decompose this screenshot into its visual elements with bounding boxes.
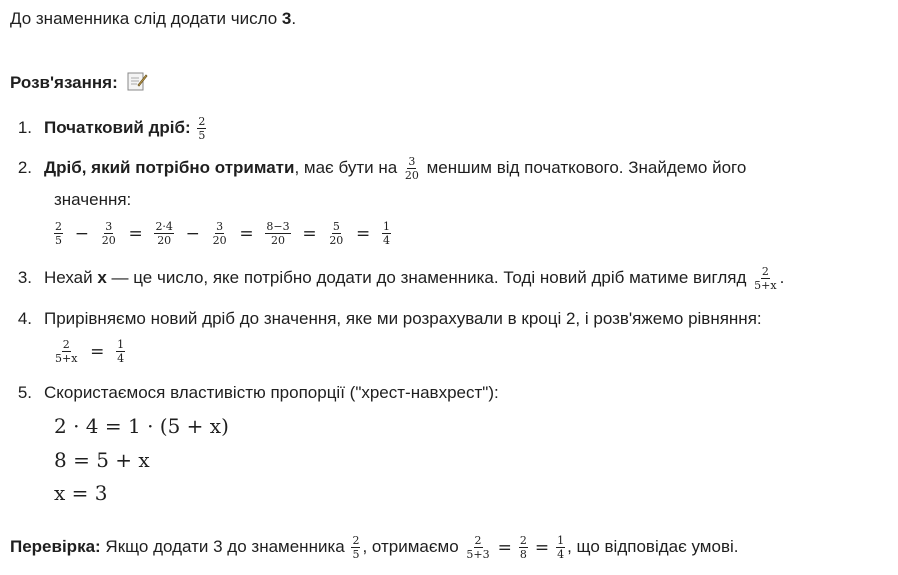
step-text: , має бути на bbox=[294, 157, 402, 177]
denominator: 5 bbox=[198, 129, 206, 142]
operator: = bbox=[534, 537, 550, 558]
fraction bbox=[351, 535, 360, 560]
variable: x bbox=[97, 267, 107, 287]
fraction bbox=[212, 221, 228, 246]
check-text: , отримаємо bbox=[362, 536, 464, 556]
notepad-icon bbox=[126, 71, 148, 96]
check-text: , що відповідає умові. bbox=[567, 536, 739, 556]
numerator: 2 bbox=[55, 220, 62, 234]
step-number: 4. bbox=[17, 309, 32, 328]
fraction bbox=[556, 535, 565, 560]
fraction bbox=[265, 221, 290, 246]
step-2-continuation bbox=[54, 190, 131, 210]
fraction bbox=[328, 221, 344, 246]
numerator: 2 bbox=[761, 265, 769, 278]
step-2 bbox=[10, 156, 746, 181]
denominator: 4 bbox=[557, 548, 565, 561]
step-text: Нехай bbox=[44, 267, 98, 287]
step-number: 3. bbox=[17, 267, 32, 287]
denominator: 5+x bbox=[754, 279, 777, 292]
step-text: . bbox=[779, 267, 785, 287]
fraction-3-20 bbox=[404, 156, 420, 181]
intro-answer: 3 bbox=[281, 9, 292, 28]
step-4 bbox=[10, 309, 762, 329]
numerator: 2 bbox=[62, 338, 70, 352]
numerator: 5 bbox=[332, 220, 340, 234]
step-number: 5. bbox=[17, 383, 32, 402]
numerator: 2 bbox=[198, 115, 206, 128]
numerator: 2·4 bbox=[155, 220, 173, 234]
denominator: 20 bbox=[404, 169, 419, 182]
fraction bbox=[465, 535, 490, 560]
check-text: Якщо додати 3 до знаменника bbox=[100, 536, 350, 556]
denominator: 20 bbox=[212, 234, 227, 248]
numerator: 1 bbox=[557, 534, 565, 547]
step-2-equation bbox=[52, 220, 393, 247]
equation-5c: x = 3 bbox=[54, 481, 108, 505]
intro-text: До знаменника слід додати число bbox=[10, 9, 282, 28]
denominator: 20 bbox=[101, 234, 116, 248]
numerator: 3 bbox=[408, 155, 416, 168]
step-text: — це число, яке потрібно додати до знаменника. Тоді новий дріб матиме вигляд bbox=[106, 267, 752, 287]
fraction bbox=[101, 221, 117, 246]
solution-heading bbox=[10, 71, 148, 96]
denominator: 20 bbox=[329, 234, 344, 248]
step-5 bbox=[10, 383, 499, 403]
numerator: 2 bbox=[474, 534, 482, 547]
operator: = bbox=[497, 537, 512, 558]
operator: = bbox=[239, 223, 254, 244]
step-3 bbox=[10, 266, 784, 291]
numerator: 2 bbox=[352, 534, 360, 547]
step-text: Прирівняємо новий дріб до значення, яке ми розрахували в кроці 2, і розв'яжемо рівняння: bbox=[44, 309, 762, 328]
numerator: 3 bbox=[216, 220, 224, 234]
operator: = bbox=[302, 223, 317, 244]
fraction bbox=[154, 221, 174, 246]
solution-heading-text: Розв'язання: bbox=[10, 72, 118, 92]
operator: = bbox=[128, 223, 143, 244]
denominator: 5+x bbox=[55, 352, 78, 366]
fraction-2-5 bbox=[197, 116, 206, 141]
step-text: меншим від початкового. Знайдемо його bbox=[421, 157, 747, 177]
operator: − bbox=[74, 223, 89, 244]
numerator: 1 bbox=[383, 220, 391, 234]
check-line bbox=[10, 535, 738, 560]
fraction bbox=[54, 221, 63, 246]
equation-5b: 8 = 5 + x bbox=[54, 448, 150, 472]
step-number: 1. bbox=[17, 117, 32, 137]
step-number: 2. bbox=[17, 157, 32, 177]
fraction bbox=[519, 535, 528, 560]
denominator: 20 bbox=[270, 234, 285, 248]
denominator: 8 bbox=[519, 548, 527, 561]
equation-5a: 2 · 4 = 1 · (5 + x) bbox=[54, 414, 229, 438]
denominator: 5 bbox=[352, 548, 360, 561]
fraction bbox=[382, 221, 391, 246]
step-title: Дріб, який потрібно отримати bbox=[44, 157, 295, 177]
denominator: 4 bbox=[383, 234, 391, 248]
fraction-2-5x bbox=[753, 266, 777, 291]
operator: = bbox=[90, 341, 105, 362]
intro-line bbox=[10, 9, 296, 29]
step-4-equation bbox=[52, 338, 127, 365]
check-label: Перевірка: bbox=[10, 536, 101, 556]
numerator: 2 bbox=[519, 534, 527, 547]
fraction bbox=[116, 339, 125, 364]
step-text: Скористаємося властивістю пропорції ("хрест-навхрест"): bbox=[44, 383, 499, 402]
intro-suffix: . bbox=[291, 9, 297, 28]
step-1 bbox=[10, 116, 208, 141]
numerator: 8−3 bbox=[266, 220, 290, 234]
denominator: 5 bbox=[55, 234, 62, 248]
step-text: значення: bbox=[54, 190, 132, 209]
denominator: 20 bbox=[157, 234, 172, 248]
operator: − bbox=[185, 223, 200, 244]
numerator: 1 bbox=[117, 338, 125, 352]
denominator: 4 bbox=[117, 352, 125, 366]
operator: = bbox=[356, 223, 371, 244]
denominator: 5+3 bbox=[466, 548, 490, 561]
step-title: Початковий дріб: bbox=[44, 117, 191, 137]
numerator: 3 bbox=[105, 220, 113, 234]
fraction bbox=[54, 339, 78, 364]
